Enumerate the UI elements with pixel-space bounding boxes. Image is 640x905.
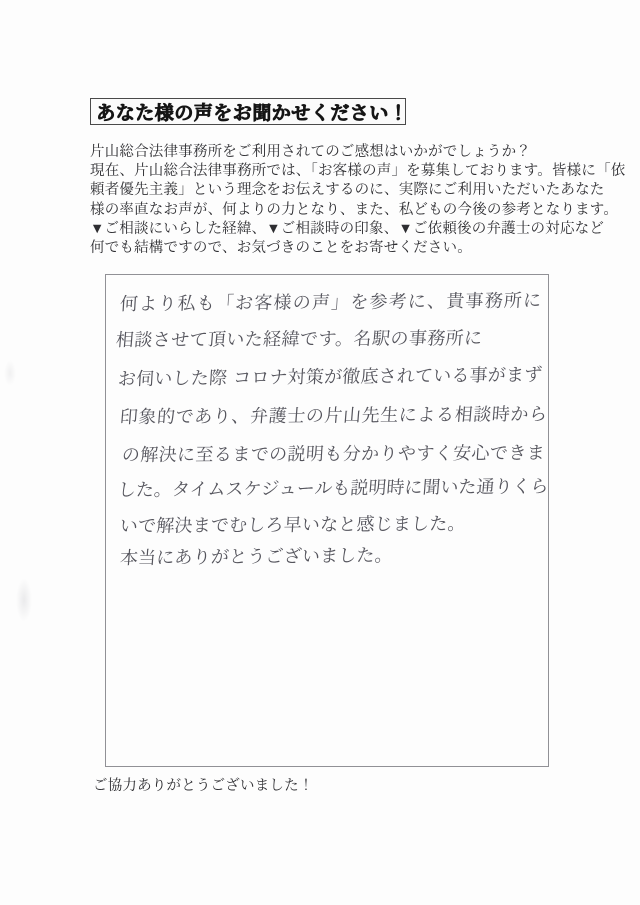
footer-thanks: ご協力ありがとうございました！ — [93, 778, 314, 794]
intro-paragraph — [90, 143, 626, 258]
intro-line: ▼ご相談にいらした経緯、▼ご相談時の印象、▼ご依頼後の弁護士の対応など — [90, 220, 605, 237]
scan-artifact — [4, 360, 16, 386]
handwritten-line: 印象的であり、弁護士の片山先生による相談時から — [119, 404, 549, 429]
handwritten-line: した。タイムスケジュールも説明時に聞いた通りくら — [117, 476, 550, 502]
intro-line: 片山総合法律事務所をご利用されてのご感想はいかがでしょうか？ — [90, 144, 531, 160]
scan-artifact — [16, 578, 32, 622]
handwritten-line: お伺いした際 コロナ対策が徹底されている事がまず — [117, 364, 544, 391]
title-banner — [90, 98, 409, 125]
intro-line: 様の率直なお声が、何よりの力となり、また、私どもの今後の参考となります。 — [90, 201, 619, 218]
handwritten-line: 相談させて頂いた経緯です。名駅の事務所に — [115, 328, 484, 352]
intro-line: 現在、片山総合法律事務所では、「お客様の声」を募集しております。皆様に「依 — [90, 163, 626, 180]
handwritten-comment-box — [105, 274, 549, 767]
page-title: あなた様の声をお聞かせください！ — [96, 103, 409, 124]
handwritten-line: 何より私も「お客様の声」を参考に、貴事務所に — [119, 290, 543, 316]
handwritten-line: の解決に至るまでの説明も分かりやすく安心できま — [121, 442, 546, 467]
intro-line: 何でも結構ですので、お気づきのことをお寄せください。 — [90, 240, 472, 257]
handwritten-line: いで解決までむしろ早いなと感じました。 — [119, 513, 467, 538]
handwritten-line: 本当にありがとうございました。 — [119, 545, 394, 570]
intro-line: 頼者優先主義」という理念をお伝えするのに、実際にご利用いただいたあなた — [90, 182, 605, 199]
